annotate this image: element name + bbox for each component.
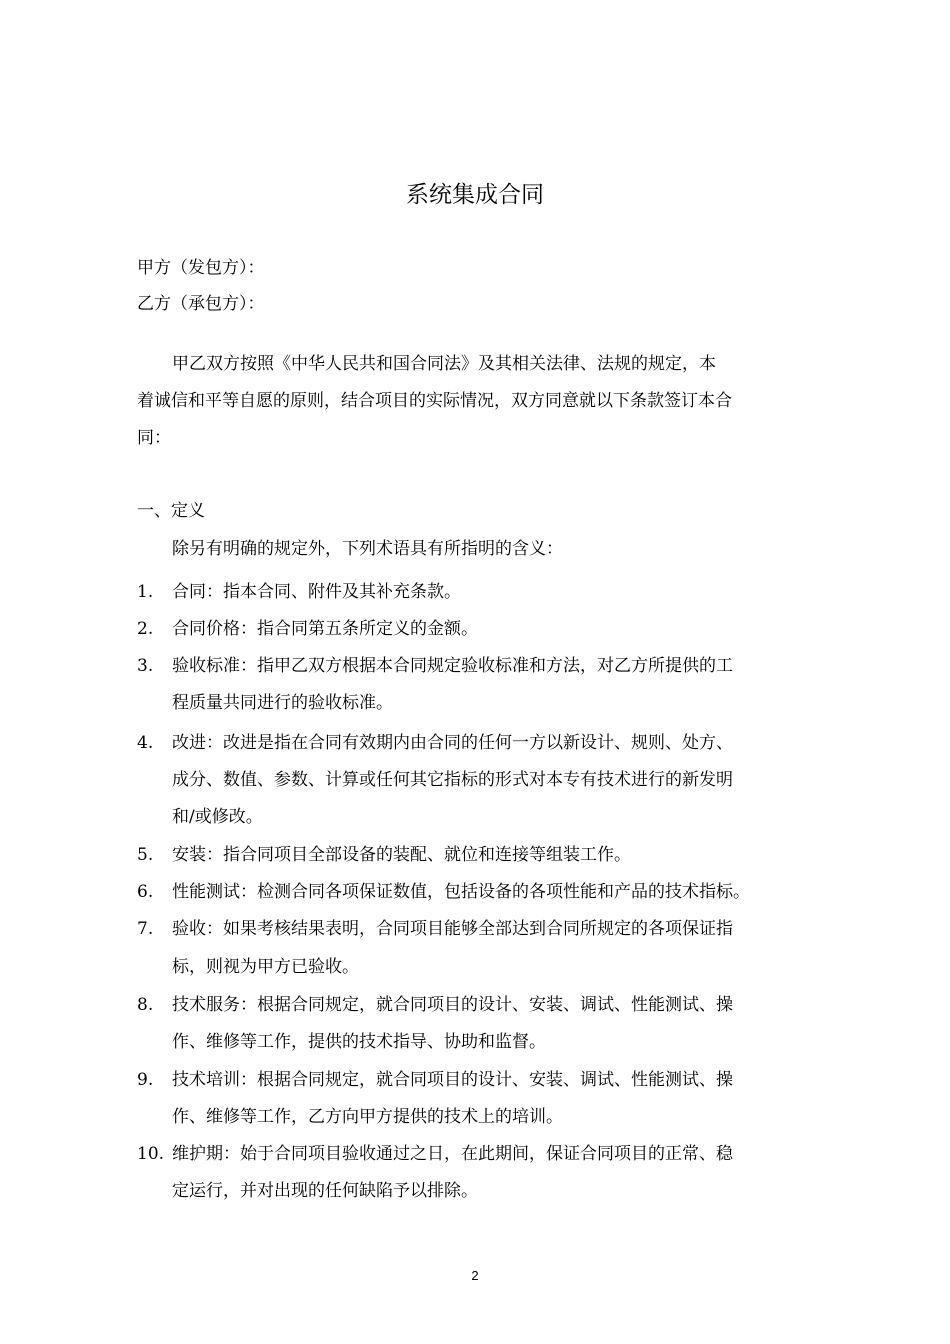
document-title: 系统集成合同 [406,182,544,208]
item-text: 维护期：始于合同项目验收通过之日，在此期间，保证合同项目的正常、稳 [172,1144,733,1164]
item-number: 7. [137,919,154,939]
item-text: 技术培训：根据合同规定，就合同项目的设计、安装、调试、性能测试、操 [172,1070,733,1090]
item-text: 标，则视为甲方已验收。 [172,957,359,977]
item-text: 作、维修等工作，提供的技术指导、协助和监督。 [172,1032,546,1052]
intro-line-2: 着诚信和平等自愿的原则，结合项目的实际情况，双方同意就以下条款签订本合 [137,391,732,411]
page-number: 2 [471,1268,479,1283]
item-number: 9. [137,1070,154,1090]
item-text: 作、维修等工作，乙方向甲方提供的技术上的培训。 [172,1107,563,1127]
item-text: 性能测试：检测合同各项保证数值，包括设备的各项性能和产品的技术指标。 [172,882,750,902]
intro-line-3: 同： [137,428,171,448]
section-lead: 除另有明确的规定外，下列术语具有所指明的含义： [172,539,563,559]
item-text: 验收标准：指甲乙双方根据本合同规定验收标准和方法，对乙方所提供的工 [172,656,733,676]
item-number: 3. [137,656,154,676]
item-number: 5. [137,845,154,865]
item-number: 10. [137,1144,165,1164]
item-text: 合同价格：指合同第五条所定义的金额。 [172,619,478,639]
item-text: 技术服务：根据合同规定，就合同项目的设计、安装、调试、性能测试、操 [172,995,733,1015]
item-text: 程质量共同进行的验收标准。 [172,693,393,713]
item-text: 安装：指合同项目全部设备的装配、就位和连接等组装工作。 [172,845,631,865]
item-text: 成分、数值、参数、计算或任何其它指标的形式对本专有技术进行的新发明 [172,770,733,790]
intro-line-1: 甲乙双方按照《中华人民共和国合同法》及其相关法律、法规的规定，本 [172,354,716,374]
item-text: 和/或修改。 [172,807,263,827]
item-number: 8. [137,995,154,1015]
item-text: 验收：如果考核结果表明，合同项目能够全部达到合同所规定的各项保证指 [172,919,733,939]
party-b-label: 乙方（承包方）： [137,294,265,314]
section-heading: 一、定义 [137,501,205,521]
item-text: 定运行，并对出现的任何缺陷予以排除。 [172,1181,478,1201]
item-text: 改进：改进是指在合同有效期内由合同的任何一方以新设计、规则、处方、 [172,733,733,753]
party-a-label: 甲方（发包方）： [137,258,265,278]
item-number: 6. [137,882,154,902]
item-number: 2. [137,619,154,639]
item-number: 1. [137,582,154,602]
item-text: 合同：指本合同、附件及其补充条款。 [172,582,461,602]
item-number: 4. [137,733,154,753]
